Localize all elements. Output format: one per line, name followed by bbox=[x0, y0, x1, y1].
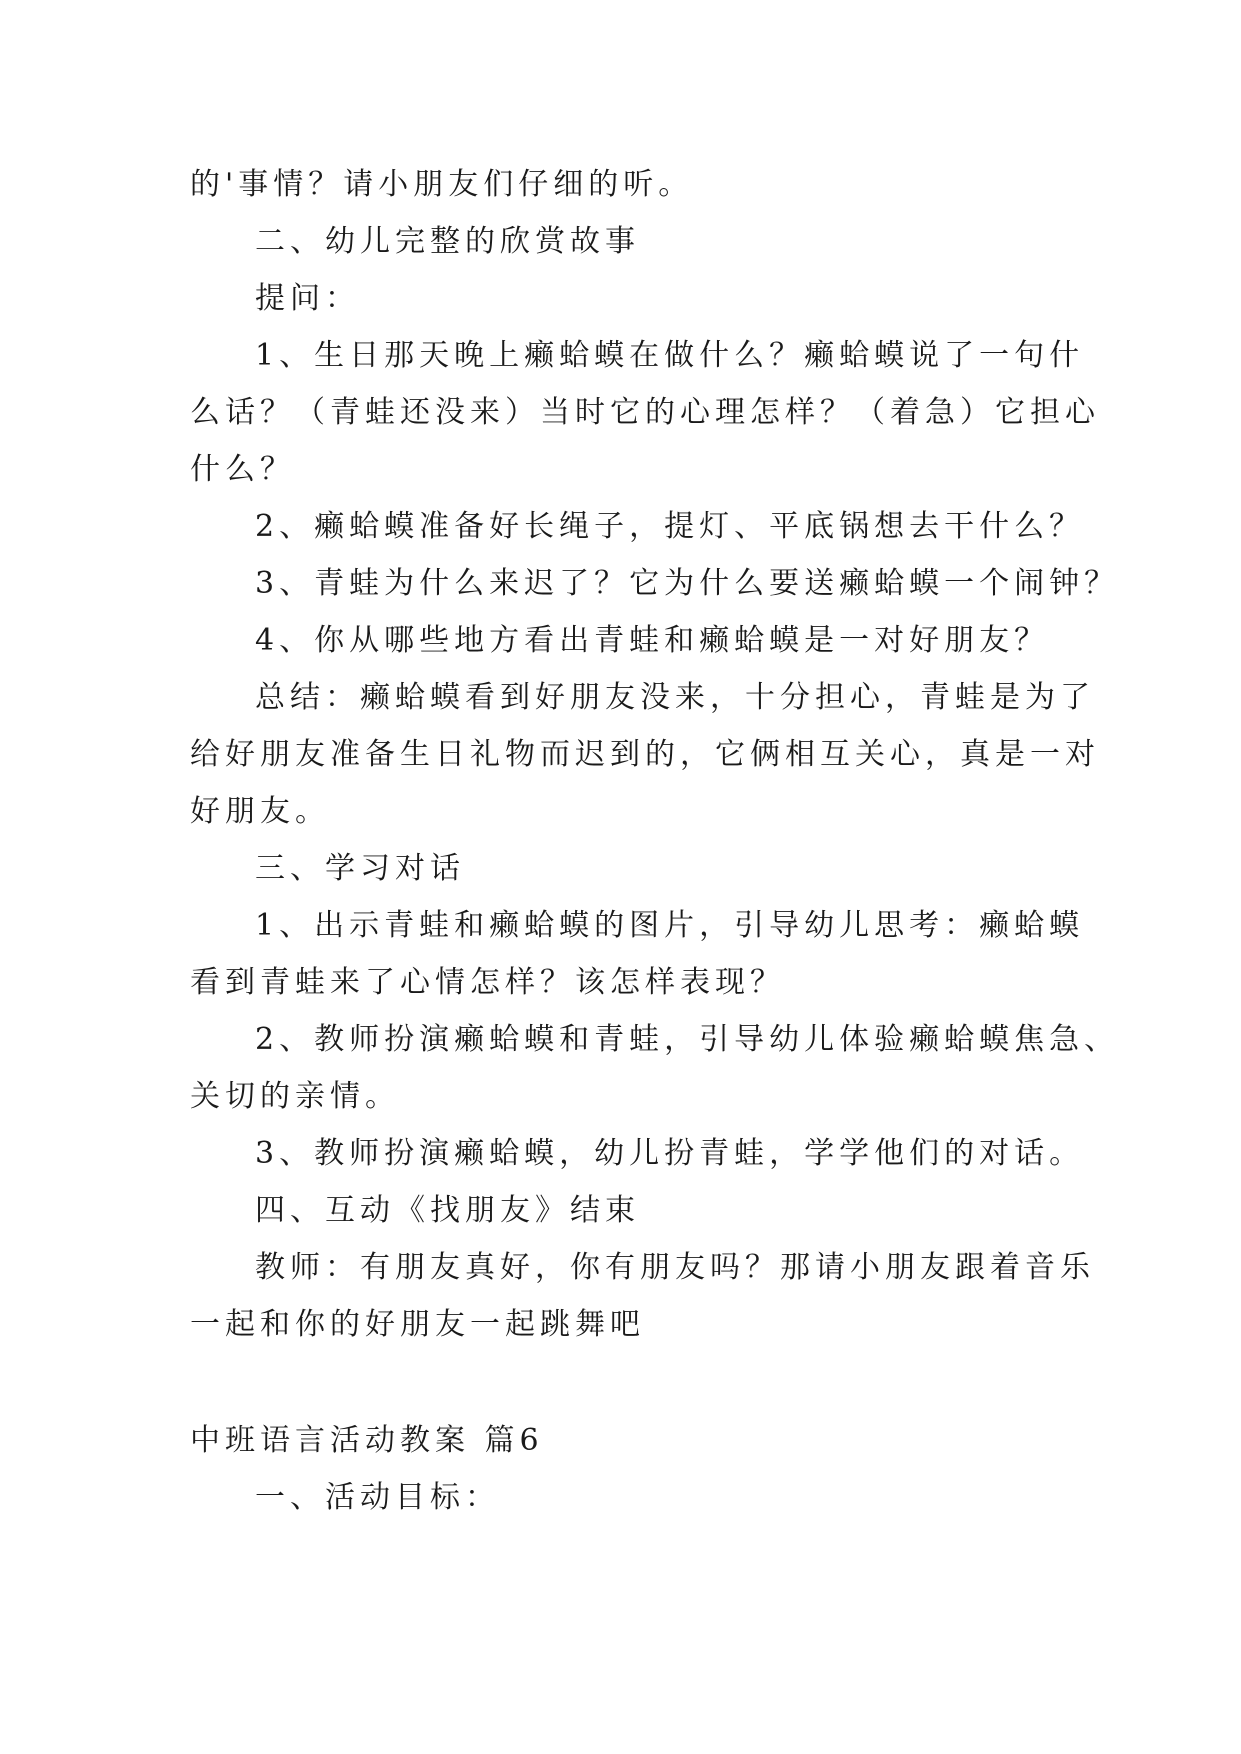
question-item: 3、青蛙为什么来迟了？它为什么要送癞蛤蟆一个闹钟？ bbox=[255, 566, 1120, 601]
question-item: 1、生日那天晚上癞蛤蟆在做什么？癞蛤蟆说了一句什 bbox=[255, 338, 1085, 373]
list-item: 2、教师扮演癞蛤蟆和青蛙，引导幼儿体验癞蛤蟆焦急、 bbox=[255, 1022, 1120, 1057]
section-heading: 四、互动《找朋友》结束 bbox=[255, 1193, 640, 1228]
list-item: 3、教师扮演癞蛤蟆，幼儿扮青蛙，学学他们的对话。 bbox=[255, 1136, 1085, 1171]
summary-line: 总结：癞蛤蟆看到好朋友没来，十分担心，青蛙是为了 bbox=[255, 680, 1095, 715]
section-heading: 二、幼儿完整的欣赏故事 bbox=[255, 224, 640, 259]
text-line: 好朋友。 bbox=[190, 794, 330, 829]
section-heading: 一、活动目标： bbox=[255, 1480, 500, 1515]
text-line: 教师：有朋友真好，你有朋友吗？那请小朋友跟着音乐 bbox=[255, 1250, 1095, 1285]
text-line: 一起和你的好朋友一起跳舞吧 bbox=[190, 1307, 645, 1342]
question-item: 4、你从哪些地方看出青蛙和癞蛤蟆是一对好朋友？ bbox=[255, 623, 1050, 658]
text-line: 看到青蛙来了心情怎样？该怎样表现？ bbox=[190, 965, 785, 1000]
text-line: 关切的亲情。 bbox=[190, 1079, 400, 1114]
list-item: 1、出示青蛙和癞蛤蟆的图片，引导幼儿思考：癞蛤蟆 bbox=[255, 908, 1085, 943]
text-line: 提问： bbox=[255, 281, 360, 316]
section-heading: 三、学习对话 bbox=[255, 851, 465, 886]
text-line: 么话？（青蛙还没来）当时它的心理怎样？（着急）它担心 bbox=[190, 395, 1100, 430]
text-line: 什么？ bbox=[190, 452, 295, 487]
text-line: 的'事情？请小朋友们仔细的听。 bbox=[190, 167, 694, 202]
text-line: 给好朋友准备生日礼物而迟到的，它俩相互关心，真是一对 bbox=[190, 737, 1100, 772]
question-item: 2、癞蛤蟆准备好长绳子，提灯、平底锅想去干什么？ bbox=[255, 509, 1085, 544]
chapter-title: 中班语言活动教案 篇6 bbox=[190, 1423, 544, 1458]
